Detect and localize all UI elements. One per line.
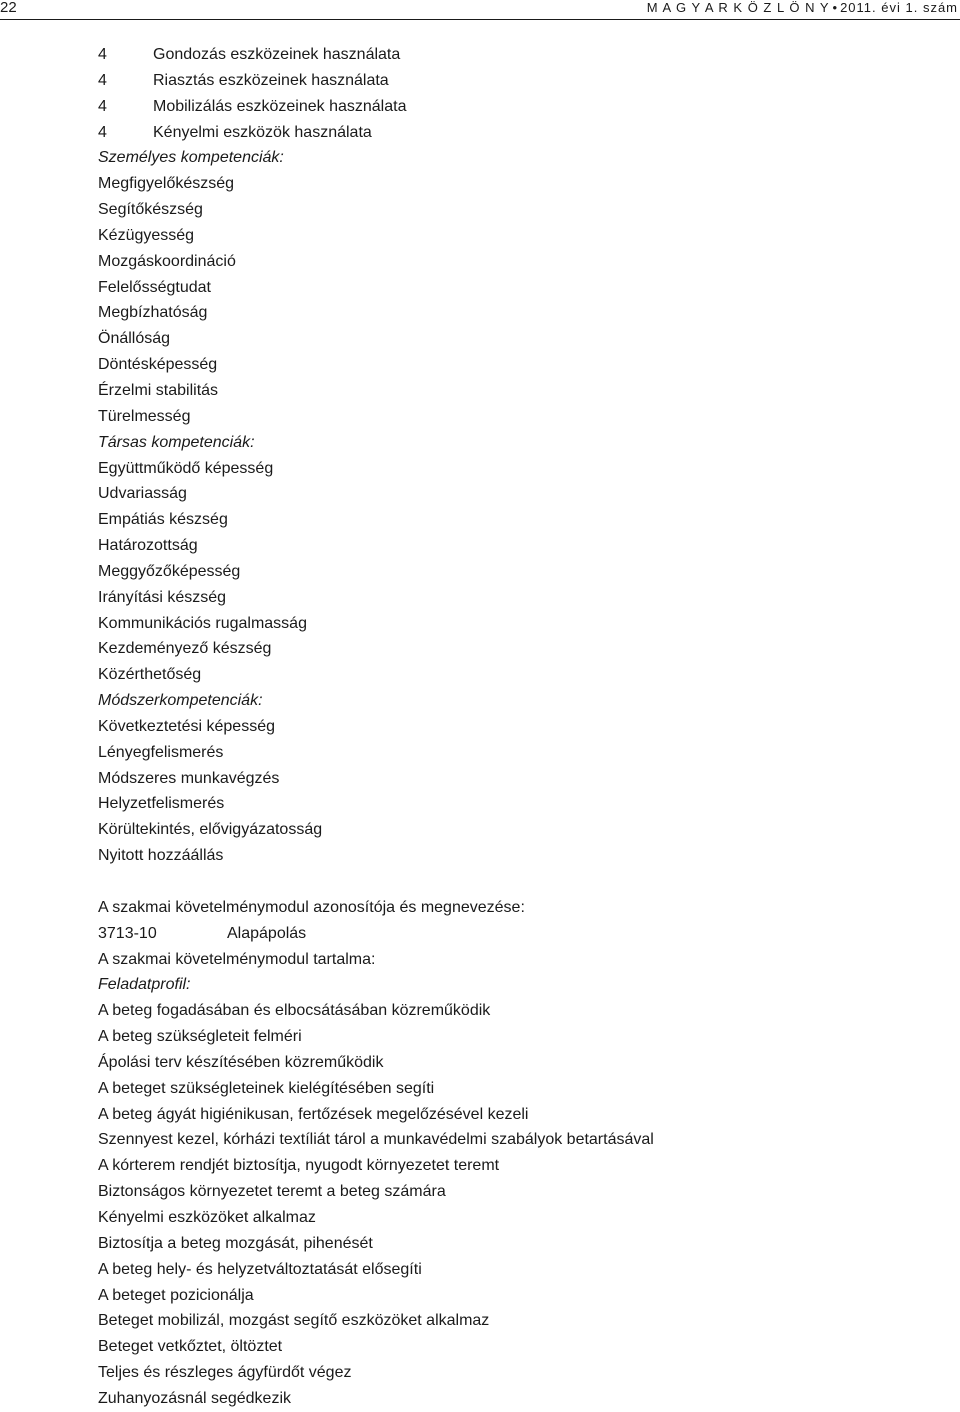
list-item: Irányítási készség (98, 588, 227, 606)
list-item: Körültekintés, elővigyázatosság (98, 821, 323, 839)
skill-text: Mobilizálás eszközeinek használata (153, 97, 407, 115)
list-item: Önállóság (98, 330, 171, 348)
task-item: Beteget vetkőztet, öltöztet (98, 1338, 283, 1356)
section-gap (98, 869, 938, 895)
task-item: A kórterem rendjét biztosítja, nyugodt környezetet teremt (98, 1157, 500, 1175)
task-item: Zuhanyozásnál segédkezik (98, 1389, 292, 1407)
module-code: 3713-10 (98, 924, 157, 942)
list-item: Helyzetfelismerés (98, 795, 225, 813)
issue-number: 2011. évi 1. szám (840, 0, 958, 15)
list-item: Segítőkészség (98, 201, 203, 219)
publication-title: M A G Y A R K Ö Z L Ö N Y (646, 0, 830, 15)
document-body (98, 42, 938, 1412)
task-item: A beteg hely- és helyzetváltoztatását elősegíti (98, 1260, 422, 1278)
task-item: Biztonságos környezetet teremt a beteg számára (98, 1183, 446, 1201)
task-item: A beteg fogadásában és elbocsátásában közreműködik (98, 1002, 491, 1020)
task-item: Ápolási terv készítésében közreműködik (98, 1053, 384, 1071)
list-item: Kommunikációs rugalmasság (98, 614, 307, 632)
list-item: Megfigyelőkészség (98, 175, 235, 193)
list-item: Következtetési képesség (98, 717, 275, 735)
skill-text: Gondozás eszközeinek használata (153, 46, 401, 63)
list-item: Együttműködő képesség (98, 459, 274, 477)
module-content-label: A szakmai követelménymodul tartalma: (98, 950, 376, 968)
list-item: Udvariasság (98, 485, 187, 503)
page-number: 22 (0, 0, 17, 16)
task-item: Biztosítja a beteg mozgását, pihenését (98, 1234, 373, 1252)
social-competencies-heading: Társas kompetenciák: (98, 433, 255, 451)
list-item: Türelmesség (98, 407, 191, 425)
list-item: Kézügyesség (98, 226, 195, 244)
list-item: Kezdeményező készség (98, 640, 272, 658)
list-item: Határozottság (98, 537, 198, 555)
module-name: Alapápolás (227, 924, 307, 942)
skill-level: 4 (98, 46, 107, 63)
module-id-label: A szakmai követelménymodul azonosítója és megnevezése: (98, 898, 525, 916)
skill-level: 4 (98, 123, 107, 141)
task-item: Teljes és részleges ágyfürdőt végez (98, 1364, 352, 1382)
task-item: A beteget szükségleteinek kielégítésében segíti (98, 1079, 435, 1097)
task-item: A beteg ágyát higiénikusan, fertőzések megelőzésével kezeli (98, 1105, 529, 1123)
page-header (0, 0, 960, 18)
list-item: Közérthetőség (98, 666, 202, 684)
list-item: Felelősségtudat (98, 278, 211, 296)
list-item: Módszeres munkavégzés (98, 769, 280, 787)
task-item: Beteget mobilizál, mozgást segítő eszközöket alkalmaz (98, 1312, 490, 1330)
list-item: Megbízhatóság (98, 304, 208, 322)
skill-level-item (98, 94, 938, 120)
skill-level: 4 (98, 97, 107, 115)
list-item: Érzelmi stabilitás (98, 381, 219, 399)
task-item: A beteget pozicionálja (98, 1286, 254, 1304)
list-item: Meggyőzőképesség (98, 562, 241, 580)
skill-text: Kényelmi eszközök használata (153, 123, 372, 141)
skill-level-item (98, 120, 938, 146)
list-item: Döntésképesség (98, 356, 218, 374)
method-competencies-heading: Módszerkompetenciák: (98, 692, 263, 710)
list-item: Lényegfelismerés (98, 743, 224, 761)
task-item: Szennyest kezel, kórházi textíliát tárol a munkavédelmi szabályok betartásával (98, 1131, 654, 1149)
list-item: Empátiás készség (98, 511, 228, 529)
module-identifier (98, 921, 938, 947)
personal-competencies-heading: Személyes kompetenciák: (98, 149, 284, 167)
task-item: Kényelmi eszközöket alkalmaz (98, 1208, 316, 1226)
header-rule (0, 19, 960, 20)
task-profile-heading: Feladatprofil: (98, 976, 191, 994)
skill-level: 4 (98, 71, 107, 89)
running-head (647, 0, 958, 16)
list-item: Nyitott hozzáállás (98, 847, 224, 865)
bullet-separator: • (832, 0, 838, 15)
skill-text: Riasztás eszközeinek használata (153, 71, 389, 89)
skill-level-item (98, 42, 938, 68)
task-item: A beteg szükségleteit felméri (98, 1028, 302, 1046)
list-item: Mozgáskoordináció (98, 252, 236, 270)
skill-level-item (98, 68, 938, 94)
